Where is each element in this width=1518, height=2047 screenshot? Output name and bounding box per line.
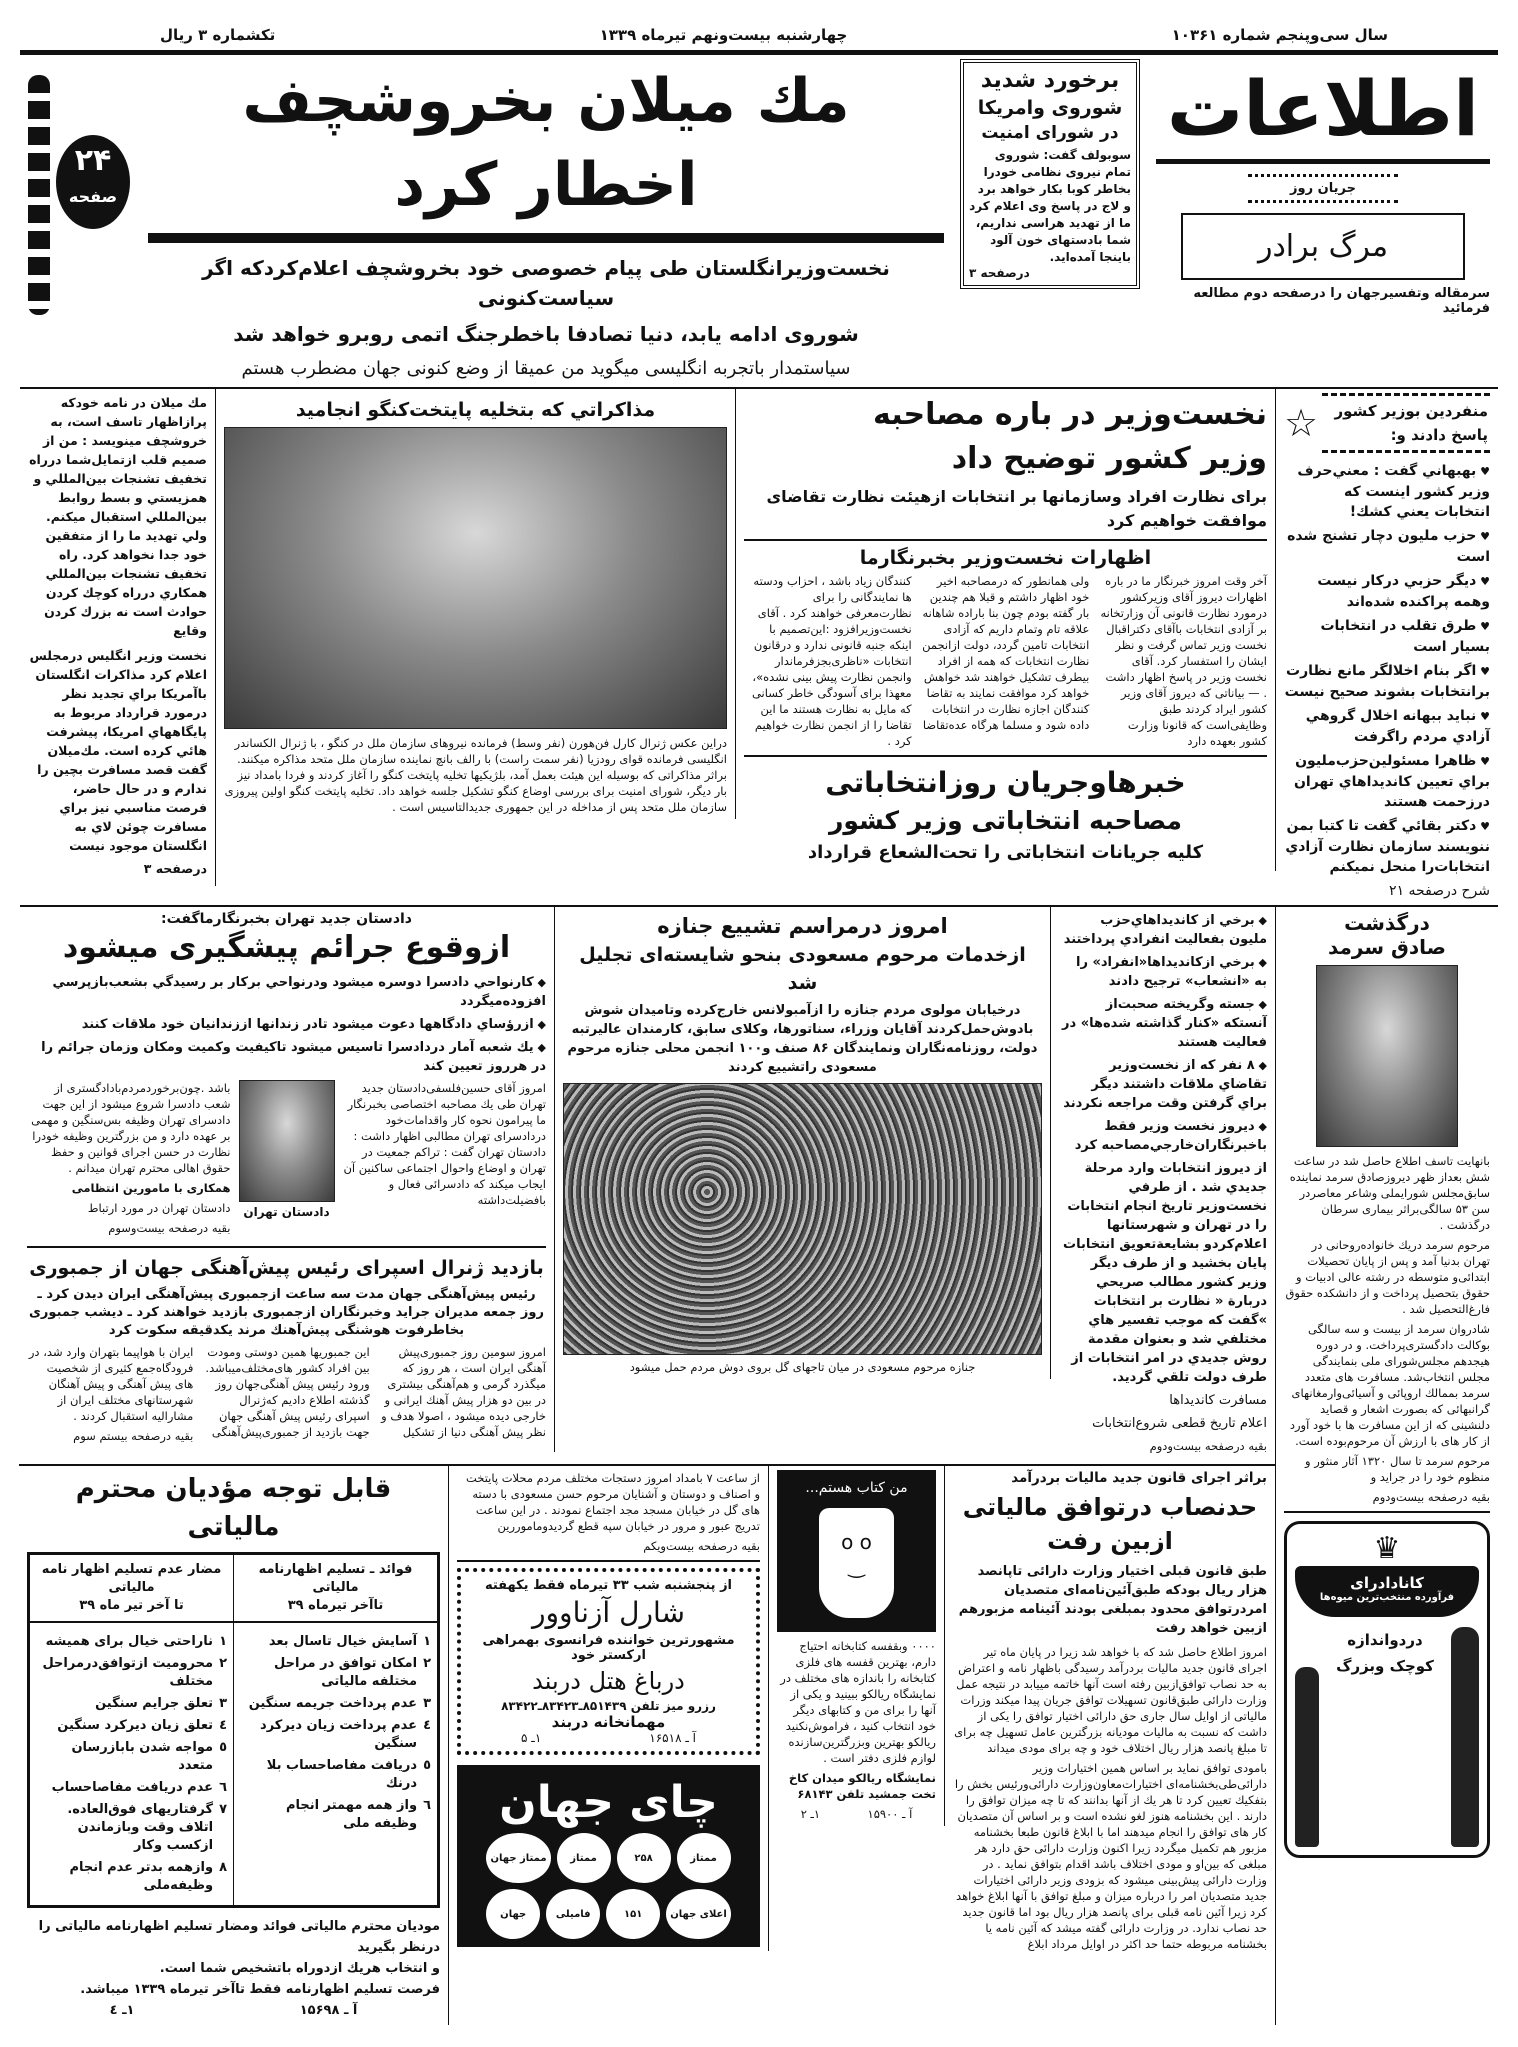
lead-subhead-3: سیاستمدار باتجربه انگلیسی میگوید من عمیقا از وضع کنونی جهان مضطرب هستم (241, 358, 851, 379)
ornament-col (20, 55, 140, 319)
election-bullet: ◆ جسته وگريخته صحبت‌از آنستكه «كنار گذاشته شده‌ها» در فعاليت هستند (1059, 995, 1267, 1052)
funeral-more: بقیه درصفحه بیست‌ویکم (643, 1539, 760, 1553)
tax-body-2: بامودی توافق نماید بر اساس همین اختیارات وزیر دارائی‌طی‌بخشنامه‌ای اختیارات‌معاون‌وزارت دارائی‌ورئیس بخش را بتفکیك تعیین کرد تا هر یك از آنها بدانند که تا چه میزان توافق را دارند . این بخشنامه هنوز لغو نشده است و بر اساس آن متصدیان کار های توافق را انجام میدهند اما با ابلاغ قانون طبعا بخشنامه مزبور هم تکمیل میگردد زیرا اکنون وزارت دارائی حق دارد هر مبلغی که بین‌او و مودی اختلاف باشد اقدام بتوافق نماید . در وزارت دارائی پیش‌بینی میشود که بزودی وزیر دارائی اختیارات جدید متصدیان امر را درباره میزان و مبلغ توافق با آنها ابلاغ خواهد کرد زیرا آئین نامه قبلی برای پانصد هزار ریال بود اما قانون جدید حد نصاب ندارد. در وزارت دارائی گفته میشد که آئین نامه یا بخشنامه مربوطه حتما حد اکثر در اوایل مرداد ابلاغ (954, 1761, 1267, 1951)
tea-badge: ۱۵۱ (606, 1889, 660, 1939)
crime-bullet: ◆ يك شعبه آمار دردادسرا تاسيس ميشود تاكيفيت وكميت ومكان وزمان جرائم را در هرروز تعيين كند (27, 1038, 546, 1076)
item-number: ٤ (219, 1718, 227, 1733)
funeral-subhead: درخیابان مولوی مردم جنازه را ازآمبولانس خارج‌کرده وتامیدان شوش بادوش‌حمل‌کردند آقایان وزراء، سناتورها، وکلای سابق، کارمندان عالیرتبه دولت، روزنامه‌نگاران ونمایندگان ۸۶ صنف و۱۰۰ انجمن محلی جنازه مرحوم مسعودی راتشییع کردند (567, 1003, 1038, 1075)
pm-headline (744, 393, 1267, 481)
benefit-item (240, 1757, 431, 1793)
harm-item (36, 1739, 227, 1775)
harm-item (36, 1779, 227, 1797)
harms-title: مضار عدم تسلیم اظهار نامه مالیاتی (41, 1562, 222, 1595)
benefits-title: فوائد ـ تسلیم اظهارنامه مالیاتی (258, 1562, 413, 1595)
pages-badge (56, 135, 130, 229)
obituary-more: بقیه درصفحه بیست‌ودوم (1372, 1490, 1490, 1504)
pm-statements-col-3: کنندگان زیاد باشد ، احزاب ودسته ها نمایندگانی را برای نظارت‌معرفی خواهند کرد . آقای نخست‌وزیرافزود :این‌تصمیم با اینکه جنبه قانونی ندارد و درقانون انتخابات «ناظری‌بجزفرماندار وانجمن نظارت پیش بینی نشده»، معهذا برای آسودگی خاطر کسانی که مایل به نظارت هستند ما این تقاضا را از انجمن نظارت خواهیم کرد . (751, 574, 912, 748)
ad-date-line: از پنجشنبه شب ۳۳ تیرماه فقط یکهفته (484, 1578, 733, 1593)
item-number: ٥ (423, 1758, 431, 1773)
benefits-sub: تاآخر تیرماه ۳۹ (287, 1598, 384, 1613)
election-tail: اعلام تاریخ قطعی شروع‌انتخابات (1092, 1416, 1267, 1431)
item-text: واز همه مهمتر انجام وظیفه ملی (285, 1798, 418, 1831)
obituary-title-2: صادق سرمد (1328, 935, 1446, 959)
masthead-row (20, 50, 1498, 387)
lead-subhead-2: شوروی ادامه یابد، دنیا تصادفا باخطرجنگ اتمی روبرو خواهد شد (233, 322, 859, 346)
congo-caption: دراین عکس ژنرال کارل فن‌هورن (نفر وسط) فرمانده نیروهای سازمان ملل در کنگو ، با ژنرال الکساندر انگلیسی فرمانده قوای رودزیا (نفر سمت راست) با رالف بانچ نماینده سازمان ملل متحد مذاکره میکنند. براثر مذاکراتی که بوسیله این هیئت بعمل آمد، بلژیکیها تخلیه پایتخت کنگو را آغاز کردند و فردا بامداد نیز بار دیگر، شورای امنیت برای بررسی اوضاع کنگو تشکیل جلسه خواهد داد. تخلیه پایتخت کنگو اولین پیروزی سازمان ملل متحد پس از مداخله در این جمهوری جدیدالتاسیس است . (224, 736, 727, 814)
issue-number: سال سی‌وپنجم شماره ۱۰۳۶۱ (1171, 26, 1388, 44)
visit-col-1: امروز سومین روز جمبوری‌پیش آهنگی ایران است ، هر روز که میگذرد گرمی و هم‌آهنگی بیشتری در بین دو هزار پیش آهنك ایرانی و خارجی دیده میشود ، اصولا هدف و نظر پیش آهنگی دنیا از تشکیل (381, 1345, 546, 1439)
tax-notice-title: قابل توجه مؤدیان محترم مالیاتی (75, 1474, 392, 1542)
ad-code: آ ـ ۱۵۹۰۰ (867, 1807, 913, 1821)
pm-interview (736, 389, 1276, 871)
funeral-para: از ساعت ۷ بامداد امروز دستجات مختلف مردم محلات پایتخت و اصناف و دوستان و آشنایان مرحوم حسن مسعودی با دسته های گل در خیابان مسجد مجد اجتماع نمودند . در این ساعت تدریج عبور و مرور در خیابان سپه قطع گردیدوماموررین (465, 1471, 760, 1533)
funeral-body (457, 1470, 760, 1554)
item-number: ۲ (219, 1656, 227, 1671)
footer-line: و انتخاب هریك ازدوراه باتشخیص شما است. (159, 1961, 440, 1976)
item-text: عدم پرداخت جریمه سنگین (248, 1696, 418, 1711)
obituary-para: مرحوم سرمد تا سال ۱۳۲۰ آثار منثور و منظوم خود را در جراید و (1305, 1454, 1490, 1484)
sidebar-bullet: ♥ نبايد ببهانه اخلال گروهي آزادي مردم راگرفت (1284, 706, 1490, 747)
benefit-item (240, 1695, 431, 1713)
sidebar-bullet: ♥ دكتر بقائي گفت تا كتبا بمن ننويسند سازمان نظارت آزادي انتخابات‌را منحل نميكنم (1284, 816, 1490, 877)
visit-subhead: رئیس پیش‌آهنگی جهان مدت سه ساعت ازجمبوری پیش‌آهنگی ایران دیدن کرد ـ روز جمعه مدیران جراید وخبرنگاران ازجمبوری بازدید خواهند کرد ـ دیشب جمبوری بخاطرفوت هوشنگی پیش‌آهنك مرند یکدقیقه سکوت کرد (29, 1287, 544, 1338)
crime-para: دادستان تهران در مورد ارتباط (87, 1201, 231, 1215)
pages-label: صفحه (68, 187, 118, 206)
tea-badge: جهان (486, 1889, 540, 1939)
security-col (952, 55, 1148, 293)
item-number: ۱ (219, 1634, 227, 1649)
item-number: ٧ (219, 1802, 227, 1817)
footer-line: مودیان محترم مالیاتی فوائد ومضار تسلیم اظهارنامه مالیاتی را درنظر بگیرید (38, 1919, 440, 1955)
ad-venue: درباغ هتل دربند (532, 1667, 685, 1695)
prosecutor-photo (239, 1080, 335, 1202)
canada-tagline: فرآورده منتخب‌ترین میوه‌ها (1319, 1592, 1455, 1603)
ad-desc: مشهورترین خواننده فرانسوی بهمراهی ارکستر خود (482, 1633, 735, 1663)
lead-headline: مك ميلان بخروشچف اخطار كرد (242, 66, 850, 220)
canada-brand: کانادادرای (1350, 1574, 1424, 1592)
rule (744, 755, 1267, 757)
funeral-article (555, 907, 1051, 1379)
benefits-header (234, 1555, 438, 1622)
obituary-body (1284, 1153, 1490, 1505)
rule (457, 1560, 760, 1562)
election-more: بقیه درصفحه بیست‌ودوم (1149, 1439, 1267, 1453)
item-number: ۱ (423, 1634, 431, 1649)
book-ad-text (777, 1638, 936, 1822)
congo-article (216, 389, 736, 819)
ad-phone: رزرو میز تلفن ۸۵۱۴۳۹ـ۸۳۴۲۳ـ۸۳۴۲۲ (501, 1699, 716, 1713)
crime-visit-col (19, 907, 555, 1452)
lead-story (140, 55, 952, 387)
visit-more: بقیه درصفحه بیستم سوم (73, 1429, 194, 1443)
lower-main (19, 907, 1276, 2025)
left-column (20, 389, 216, 886)
ad-code: آ ـ ۱۵۶۹۸ (299, 2003, 358, 2018)
canada-dry-ad (1284, 1521, 1490, 1858)
benefit-item (240, 1797, 431, 1833)
item-text: محرومیت ازتوافق‌درمراحل مختلف (42, 1656, 214, 1689)
independents-title-2: پاسخ دادند و: (1390, 426, 1488, 444)
sidebar-col (1276, 389, 1498, 905)
tea-badge: ممتاز (557, 1833, 611, 1883)
macmillan-parliament: نخست وزير انگليس درمجلس اعلام كرد مذاكرات انگلستان باآمريكا براي تجديد نظر درمورد قرارداد مربوط به پايگاههاي امريكا، پيشرفت هائي كرده است. مك‌ميلان گفت قصد مسافرت بچين را ندارم و در حال حاضر، فرصت مناسبي نيز براي مسافرت چوئن لاي به انگلستان موجود نيست (29, 648, 207, 853)
sidebar-more: شرح درصفحه ۲۱ (1389, 883, 1490, 899)
book-address: نمایشگاه ریالکو میدان کاخ تخت جمشید تلفن ۶۸۱۴۳ (788, 1771, 936, 1801)
benefit-item (240, 1717, 431, 1753)
sidebar-bullets (1284, 461, 1490, 901)
star-icon: ☆ (1284, 401, 1319, 445)
sidebar-bullet: ♥ حزب مليون دچار تشنج شده است (1284, 526, 1490, 567)
row-e (19, 1464, 1275, 2025)
funeral-headline-1: امروز درمراسم تشییع جنازه (657, 914, 948, 938)
item-number: ٥ (219, 1740, 227, 1755)
election-headline-2: مصاحبه انتخاباتی وزیر کشور (829, 806, 1182, 835)
visit-col-3 (27, 1344, 193, 1448)
funeral-caption: جنازه مرحوم مسعودی در میان تاجهای گل بروی دوش مردم حمل میشود (629, 1360, 976, 1374)
congo-negotiation-photo (224, 427, 727, 729)
item-text: امکان توافق در مراحل مختلفه مالیاتی (274, 1656, 418, 1689)
masthead (1148, 55, 1498, 320)
item-text: آسایش خیال تاسال بعد (268, 1634, 418, 1649)
crime-bullet: ◆ ازرؤساي دادگاهها دعوت ميشود تادر زندانها اززندانيان خود ملاقات كنند (27, 1015, 546, 1034)
security-body: سوبولف گفت: شوروی تمام نیروی نظامی خودرا بخاطر کوبا بکار خواهد برد و لاج در پاسخ وی اعلام کرد ما از تهدید هراسی نداریم، شما بادستهای خون آلود باینجا آمده‌اید. (969, 148, 1131, 264)
crown-icon: ♛ (1373, 1531, 1401, 1566)
book-character-icon: o o ‿ (819, 1508, 894, 1618)
election-headline-3: کلیه جریانات انتخاباتی را تحت‌الشعاع قرارداد (807, 842, 1204, 863)
tax-kicker: براثر اجرای قانون جدید مالیات بردرآمد (1011, 1470, 1267, 1486)
item-text: گرفتاریهای فوق‌العاده. اتلاف وقت وبازماندن ازکسب وکار (67, 1802, 214, 1853)
lead-subhead-1: نخست‌وزیرانگلستان طی پیام خصوصی خود بخروشچف اعلام‌کردکه اگر سیاست‌کنونی (202, 256, 890, 310)
bottle-large-icon (1451, 1627, 1479, 1847)
crime-bullet: ◆ كارنواحي دادسرا دوسره ميشود ودرنواحي بركار بر رسيدگي بشعب‌بازپرسي افزوده‌ميگردد (27, 973, 546, 1011)
masthead-logo: اطلاعات (1156, 59, 1490, 164)
rule (1284, 1511, 1490, 1513)
ad-ref: ۱ـ ۲ (800, 1807, 821, 1821)
election-headline-1: خبرهاوجریان روزانتخاباتی (825, 766, 1186, 799)
obituary-para: شادروان سرمد از بیست و سه سالگی بوکالت دادگستری‌پرداخت. و در دوره هیجدهم مجلس‌شورای ملی بنمایندگی مجلس انتخاب‌شد. مسافرت های متعدد سرمد بممالك اروپائی و آسیائی‌وارمغانهای گرانبهائی که بصورت اشعار و قصاید دلنشینی که از این مسافرت ها با خود آورد از کار های با ارزش آن مرحوم‌بوده است. (1289, 1322, 1490, 1448)
rule (27, 1246, 546, 1248)
book-ad-col (769, 1466, 945, 1826)
item-text: عدم دریافت مفاصاحساب (51, 1780, 214, 1795)
middle-ads-col (449, 1466, 769, 1951)
ad-code: آ ـ ۱۶۵۱۸ (649, 1731, 696, 1745)
tax-article (945, 1466, 1275, 1956)
sidebar-bullet: ♥ اگر بنام اخلالگر مانع نظارت برانتخابات بشوند صحيح نيست (1284, 661, 1490, 702)
tea-badge: ممتاز (677, 1833, 731, 1883)
crime-more: بقیه درصفحه بیست‌وسوم (108, 1221, 231, 1235)
book-ad (777, 1470, 936, 1632)
sarmad-portrait (1316, 965, 1458, 1147)
visit-headline: بازدید ژنرال اسپرای رئیس پیش‌آهنگی جهان از جمبوری (29, 1257, 544, 1279)
harms-sub: تا آخر تیر ماه ۳۹ (79, 1598, 184, 1613)
item-text: دریافت مفاصاحساب بلا درنك (266, 1758, 418, 1791)
election-column (1051, 907, 1275, 1464)
tax-notice (19, 1466, 449, 2025)
tax-headline: حدنصاب درتوافق مالیاتی ازبین رفت (962, 1493, 1258, 1555)
harms-header (30, 1555, 234, 1622)
item-text: تعلق جرایم سنگین (95, 1696, 214, 1711)
sidebar-bullet: ♥ بهبهاني گفت : معني‌حرف وزير كشور اينست كه انتخابات يعني كشك! (1284, 461, 1490, 522)
tax-subhead: طبق قانون قبلی اختیار وزارت دارائی تاپانصد هزار ریال بودکه طبق‌آئین‌نامه‌ای متصدیان امردرتوافق محدود بمبلغی بودند آئینامه مزبورهم ازبین خواهد رفت (958, 1564, 1267, 1636)
independents-box (1322, 393, 1490, 453)
item-number: ٨ (219, 1860, 227, 1875)
funeral-headline-2: ازخدمات مرحوم مسعودی بنحو شایسته‌ای تجلیل شد (579, 944, 1026, 994)
item-number: ۳ (423, 1696, 431, 1711)
row-d (19, 907, 1275, 1464)
macmillan-letter: مك ميلان در نامه خودكه پرازاظهار تاسف است، به خروشچف مينويسد : من از صميم قلب ازتمايل‌شما درراه تخفيف تشنجات بين‌المللي و همزيستي و بسط روابط بين‌المللي استقبال ميكنم. ولي تهديد ما را از متفقين خود جدا نخواهد كرد. راه تخفيف تشنجات بين‌المللي همكاري درراه كوچك كردن حوادث است نه بزرك كردن وقايع (29, 395, 207, 638)
harm-item (36, 1801, 227, 1855)
canada-dry-shield (1295, 1566, 1479, 1617)
prosecutor-photo-box (239, 1080, 335, 1240)
price-label: تکشماره ۳ ریال (160, 26, 276, 44)
funeral-crowd-photo (563, 1083, 1042, 1355)
visit-para: ایران با هواپیما بتهران وارد شد، در فرودگاه‌جمع کثیری از شخصیت های پیش آهنگی و پیش آهنگان شهرستانهای مختلف ایران از مشارالیه استقبال کردند . (28, 1345, 194, 1423)
benefit-item (240, 1633, 431, 1651)
rule (744, 539, 1267, 541)
issue-date: چهارشنبه بیست‌ونهم تیرماه ۱۳۳۹ (599, 26, 848, 44)
ad-ref: ۱ـ ۵ (521, 1731, 542, 1745)
security-title-1: برخورد شدید (980, 68, 1120, 93)
pm-statements-col-2: ولی همانطور که درمصاحبه اخیر خود اظهار داشتم و قبلا هم چندین بار گفته بودم چون بنا باراده شاهانه علاقه تام وتمام داریم که آزادی انتخابات تامین گردد، دولت ازانجمن نظارت انتخابات که همه از افراد بیطرف تشکیل خواهند شد خواهش خواهد کرد موافقت نمایند به تقاضا کنندگان اجازه نظارت در انتخابات داده شود و مسلما هرگاه عده‌تقاضا (922, 574, 1090, 732)
row-c (20, 387, 1498, 905)
section-label: جریان روز (1248, 174, 1398, 203)
tax-body-1: امروز اطلاع حاصل شد که با خواهد شد زیرا در پایان ماه تیر اجرای قانون جدید مالیات بردرآمد رسیدگی باظهار نامه و اعتراض به حد نصاب توافق‌ازبین رفته است آنها خاتمه مییابد در نتیجه عمل وزارت دارائی طبق‌قانون تسهیلات توافق جریان پیدا میکند وزرات مالیاتی از اوایل سال جاری حق دارائی اختیار توافق را یکی از داشت که نسبت به مالیات مودیانه بزرگترین عامل تسهیل چه برای تا مبلغ پانصد هزار ریال اختلاف خود و چه برای مودی میداند (954, 1645, 1267, 1755)
security-title-3: در شورای امنیت (981, 123, 1119, 143)
item-text: عدم پرداخت زیان دیرکرد سنگین (260, 1718, 418, 1751)
crime-headline: ازوقوع جرائم پیشگیری میشود (62, 930, 511, 965)
obituary-para: بانهایت تاسف اطلاع حاصل شد در ساعت شش بعداز ظهر دیروزصادق سرمد نماینده سابق‌مجلس شورایملی وشاعر معاصردر سن ۵۳ سالگی‌براثر بیماری سرطان درگذشت . (1289, 1154, 1490, 1232)
harm-item (36, 1655, 227, 1691)
lower-area (20, 905, 1498, 2025)
pm-subhead: برای نظارت افراد وسازمانها بر انتخابات ازهیئت نظارت تقاضای موافقت خواهیم کرد (766, 487, 1267, 530)
tax-notice-footer (27, 1916, 440, 2021)
left-more: درصفحه ۳ (143, 861, 207, 876)
tea-badge: ۲۵۸ (617, 1833, 671, 1883)
pm-statements-col-1: آخر وقت امروز خبرنگار ما در باره اظهارات دیروز آقای وزیرکشور درمورد نظارت قانونی آن وزارتخانه بر آزادی انتخابات باآقای دکتراقبال نخست وزیر تماس گرفت و نظر ایشان را استفسار کرد. آقای نخست وزیر در پاسخ اظهار داشت . — بیاناتی که دیروز آقای وزیر کشور ایراد کردند طبق وظایفی‌است که قانونا وزارت کشور بعهده دارد (1100, 574, 1267, 748)
top-strip (20, 26, 1498, 50)
security-title-2: شوروی وامریکا (977, 97, 1123, 119)
election-subhead: مسافرت کاندیداها (1169, 1393, 1267, 1408)
crime-subhead: همکاری با مامورین انتظامی (71, 1181, 231, 1195)
obituary-title-1: درگذشت (1344, 911, 1430, 935)
sidebar-bullet: ♥ ظاهرا مسئولين‌حزب‌مليون براي تعيين كانديداهاي تهران درزحمت هستند (1284, 751, 1490, 812)
obituary-col (1276, 907, 1498, 1862)
item-number: ٦ (219, 1780, 227, 1795)
book-slogan: من کتاب هستم... (805, 1480, 908, 1496)
canada-sizes: دردواندازه کوچک وبزرگ (1336, 1631, 1434, 1675)
book-body: ۰۰۰۰ وبقفسه کتابخانه احتیاج دارم، بهترین قفسه های فلزی کتابخانه را باندازه های مختلف در نمایشگاه ریالکو ببینید و یکی از آنها را برای من و کتابهای دیگر خود انتخاب کنید ، فراموش‌نکنید ریالکو بهترین وبزرگترین‌سازنده لوازم فلزی دفتر است . (780, 1639, 936, 1765)
item-number: ۳ (219, 1696, 227, 1711)
tea-badge: اعلای جهان (666, 1889, 731, 1939)
crime-col-right: امروز آقای حسین‌فلسفی‌دادستان جدید تهران طی یك مصاحبه اختصاصی بخبرنگار ما پیرامون نحوه کار واقدامات‌خود دردادسرای تهران مطالبی اظهار داشت : دادستان تهران گفت : تراکم جمعیت در تهران و اوضاع واحوال اجتماعی ساکنین آن ایجاب میکند که دادسرائی فعال و بافضیلت‌داشته (343, 1081, 546, 1207)
obituary-para: مرحوم سرمد دریك خانواده‌روحانی در تهران بدنیا آمد و پس از پایان تحصیلات ابتدائی‌و متوسطه در رشته عالی ادبیات و حقوق بتحصیل پرداخت و از دانشکده حقوق فارغ‌التحصیل شد . (1285, 1238, 1490, 1316)
tea-brand: چای جهان (499, 1777, 718, 1828)
ornament-border (28, 75, 50, 315)
editorial-title[interactable]: مرگ برادر (1181, 213, 1465, 280)
pm-headline-1: نخست‌وزیر در باره مصاحبه (873, 397, 1267, 432)
benefits-list (234, 1622, 438, 1905)
visit-col-2: این جمبوریها همین دوستی ومودت بین افراد کشور های‌مختلف‌میباشد. ورود رئیس پیش آهنگی‌جهان روز گذشته اطلاع دادیم که‌ژنرال اسپرای رئیس پیش آهنگی جهان جهت بازدید از جمبوری‌پیش‌آهنگی (205, 1345, 370, 1439)
item-text: وازهمه بدتر عدم انجام وظیفه‌ملی (69, 1860, 214, 1893)
ad-performer: شارل آزناوور (532, 1596, 685, 1629)
election-bullet: ◆ ديروز نخست وزير فقط باخبرنگاران‌خارجي‌مصاحبه كرد (1059, 1117, 1267, 1155)
tax-notice-table (27, 1552, 440, 1908)
prosecutor-caption: دادستان تهران (243, 1205, 330, 1219)
harm-item (36, 1633, 227, 1651)
independents-title-1: منفردین بوزیر کشور (1334, 402, 1488, 420)
pm-statements-title: اظهارات نخست‌وزیر بخبرنگارما (859, 547, 1152, 569)
benefit-item (240, 1655, 431, 1691)
ad-ref: ۱ـ ٤ (109, 2003, 135, 2018)
crime-para: باشد .چون‌برخوردمردم‌باداد‌گستری از شعب دادسرا شروع میشود از این جهت دادسرای تهران وظیفه بس‌سنگین و مهمی بر عهده دارد و من بزرگترین وظیفه خودرا نظارت در حسن اجرای قوانین و حفظ حقوق اهالی محترم تهران میدانم . (31, 1081, 231, 1175)
tea-ad (457, 1765, 760, 1947)
item-number: ٤ (423, 1718, 431, 1733)
pages-number: ۲۴ (74, 143, 112, 178)
item-text: تعلق زیان دیرکرد سنگین (57, 1718, 214, 1733)
crime-bullets (27, 973, 546, 1076)
item-text: مواجه شدن بابازرسان متعدد (71, 1740, 214, 1773)
congo-headline: مذاكراتي كه بتخليه پايتخت‌كنگو انجاميد (295, 399, 656, 421)
harm-item (36, 1859, 227, 1895)
editorial-note: سرمقاله وتفسیرجهان را درصفحه دوم مطالعه فرمائید (1193, 286, 1490, 316)
election-bullet: ◆ برخي از كانديداهاي‌حزب مليون بفعاليت انفرادي پرداختند (1059, 911, 1267, 949)
item-text: ناراحتی خیال برای همیشه (45, 1634, 214, 1649)
sidebar-bullet: ♥ طرق تقلب در انتخابات بسيار است (1284, 616, 1490, 657)
crime-col-left (27, 1080, 231, 1240)
item-number: ۲ (423, 1656, 431, 1671)
crime-kicker: دادستان جدید تهران بخبرنگارماگفت: (160, 911, 412, 927)
footer-line: فرصت تسلیم اظهارنامه فقط تاآخر تیرماه ۱۳۳۹ میباشد. (80, 1982, 440, 1997)
sidebar-bullet: ♥ ديگر حزبي دركار نيست وهمه پراكنده شده‌اند (1284, 571, 1490, 612)
item-number: ٦ (423, 1798, 431, 1813)
aznavour-ad (457, 1568, 760, 1755)
election-body: از ديروز انتخابات وارد مرحلة جديدي شد . از طرفي نخست‌وزير تاريخ انجام انتخابات را در تهران و شهرستانها اعلام‌كردو بشايعةتعويق انتخابات پايان بخشيد و از طرف ديگر وزير كشور مطالب صريحي دربارة « نظارت بر انتخابات »گفت كه موجب تفسير هاي مختلفي شد و بعنوان مقدمة روش جديدي در امر انتخابات از طرف دولت تلقي گرديد. (1063, 1161, 1267, 1385)
lead-bar (148, 233, 944, 243)
security-council-box (960, 59, 1140, 289)
bottle-small-icon (1295, 1667, 1319, 1847)
ad-hotel: مهمانخانه دربند (551, 1713, 666, 1731)
pm-headline-2: وزیر کشور توضیح داد (951, 441, 1267, 476)
tea-badge: فامیلی (546, 1889, 600, 1939)
harms-list (30, 1622, 234, 1905)
harm-item (36, 1695, 227, 1713)
election-bullet: ◆ ۸ نفر كه از نخست‌وزير تقاضاي ملاقات داشتند ديگر براي گرفتن وقت مراجعه نكردند (1059, 1056, 1267, 1113)
tea-badge: ممتاز جهان (486, 1833, 550, 1883)
election-bullet: ◆ برخي ازكانديداها«انفراد» را به «انشعاب» ترجيح دادند (1059, 953, 1267, 991)
harm-item (36, 1717, 227, 1735)
security-more: درصفحه ۳ (969, 266, 1030, 280)
